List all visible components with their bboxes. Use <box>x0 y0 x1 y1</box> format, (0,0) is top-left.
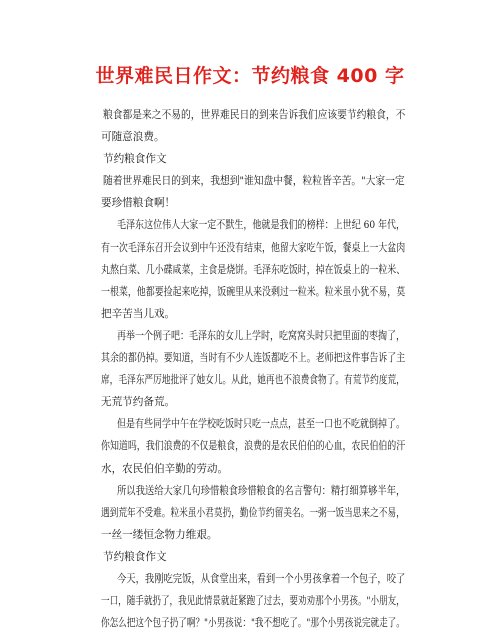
text-line: 今天，我刚吃完饭，从食堂出来，看到一个小男孩拿着一个包子，咬了 <box>117 572 406 585</box>
text-line: 随着世界难民日的到来，我想到"谁知盘中餐，粒粒皆辛苦。"大家一定 <box>103 175 405 188</box>
text-line: 其余的都仍掉。要知道，当时有不少人连饭都吃不上。老师把这件事告诉了主 <box>101 352 406 365</box>
text-line: 一丝一缕恒念物力维艰。 <box>101 528 218 541</box>
text-line: 粮食都是来之不易的，世界难民日的到来告诉我们应该要节约粮食，不 <box>103 109 406 121</box>
text-line: 席，毛泽东严厉地批评了她女儿。从此，她再也不浪费食物了。有荒节约度荒， <box>101 374 405 387</box>
text-line: 把辛苦当儿戏。 <box>101 307 176 320</box>
text-line: 再举一个例子吧：毛泽东的女儿上学时，吃窝窝头时只把里面的枣掏了， <box>117 329 406 342</box>
text-line: 你怎么把这个包子扔了啊？"小男孩说："我不想吃了。"那个小男孩说完就走了。 <box>101 617 405 630</box>
text-line: 毛泽东这位伟人大家一定不默生，他就是我们的榜样：上世纪 60 年代， <box>117 219 406 232</box>
section-heading: 节约粮食作文 <box>103 153 167 166</box>
text-line: 所以我送给大家几句珍惜粮食珍惜粮食的名言警句：精打细算够半年， <box>117 484 406 497</box>
section-heading: 节约粮食作文 <box>103 550 167 563</box>
text-line: 遇到荒年不受难。粒米虽小君莫扔，勤俭节约留美名。一粥一饭当思来之不易， <box>101 506 405 519</box>
article-body <box>103 104 405 634</box>
text-line: 可随意浪费。 <box>101 131 165 144</box>
text-line: 要珍惜粮食啊！ <box>101 197 176 210</box>
text-line: 一口，随手就扔了，我见此情景就赶紧跑了过去，要劝劝那个小男孩。"小朋友， <box>101 595 405 608</box>
document-title: 世界难民日作文：节约粮食 400 字 <box>95 65 405 87</box>
text-line: 水，农民伯伯辛勤的劳动。 <box>101 462 229 475</box>
text-line: 你知道吗，我们浪费的不仅是粮食，浪费的是农民伯伯的心血，农民伯伯的汗 <box>101 440 406 453</box>
text-line: 一根菜，他都要捡起来吃掉，饭碗里从来没剩过一粒米。粒米虽小犹不易，莫 <box>101 285 406 298</box>
text-line: 但是有些同学中午在学校吃饭时只吃一点点，甚至一口也不吃就倒掉了。 <box>117 418 406 431</box>
text-line: 无荒节约备荒。 <box>101 396 176 409</box>
text-line: 丸熬白菜、几小碟咸菜，主食是烧饼。毛泽东吃饭时，掉在饭桌上的一粒米、 <box>101 263 406 276</box>
text-line: 有一次毛泽东召开会议到中午还没有结束，他留大家吃午饭，餐桌上一大盆肉 <box>101 241 406 254</box>
